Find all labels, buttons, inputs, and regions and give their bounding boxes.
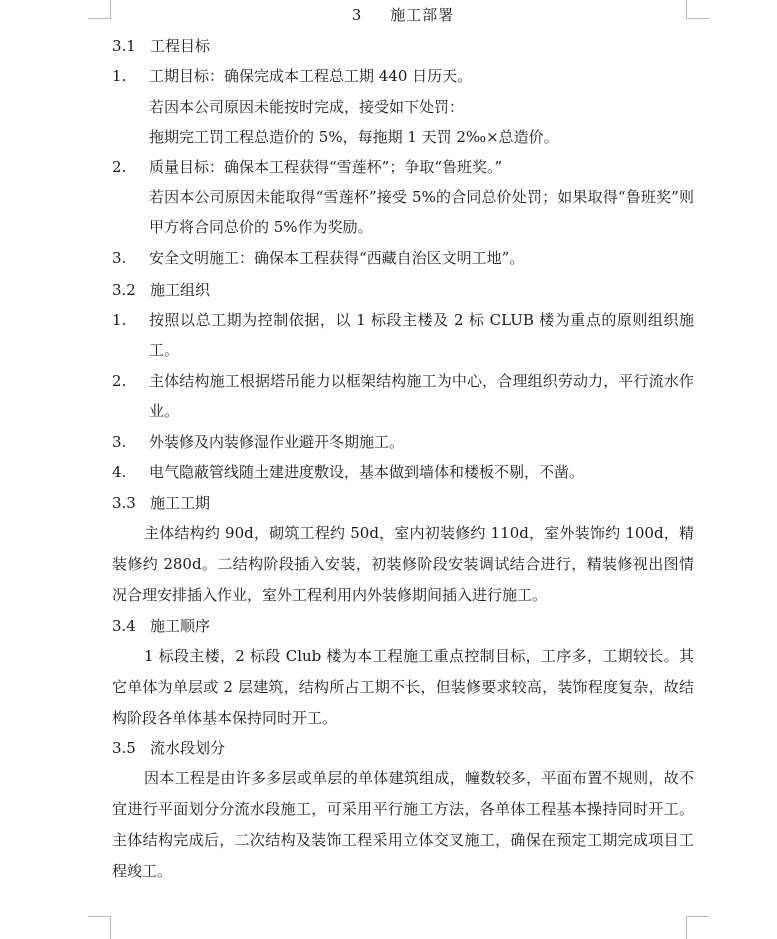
chapter-title	[112, 4, 694, 26]
section-heading-3-5: 3.5 流水段划分	[112, 739, 226, 757]
section-paragraph-3-5: 因本工程是由许多多层或单层的单体建筑组成，幢数较多，平面布置不规则，故不宜进行平面划分分流水段施工，可采用平行施工方法，各单体工程基本操持同时开工。主体结构完成后，二次结构及装饰工程采用立体交叉施工，确保在预定工期完成项目工程竣工。	[112, 769, 694, 880]
list-item-3-1-1-line-3: 拖期完工罚工程总造价的 5%，每拖期 1 天罚 2‰×总造价。	[149, 128, 559, 146]
crop-mark-bottom-left	[88, 916, 111, 939]
chapter-title-text: 施工部署	[390, 6, 455, 24]
crop-mark-bottom-right	[686, 916, 709, 939]
list-item-3-1-1-line-2: 若因本公司原因未能按时完成，接受如下处罚：	[149, 98, 465, 116]
section-heading-3-1: 3.1 工程目标	[112, 37, 211, 55]
list-item-3-1-1: 1. 工期目标：确保完成本工程总工期 440 日历天。	[112, 67, 473, 85]
list-item-3-1-2-detail: 若因本公司原因未能取得“雪莲杯”接受 5%的合同总价处罚；如果取得“鲁班奖”则甲方将合同总价的 5%作为奖励。	[149, 188, 694, 236]
crop-mark-top-left	[88, 0, 111, 19]
section-paragraph-3-3: 主体结构约 90d，砌筑工程约 50d，室内初装修约 110d，室外装饰约 100d，精装修约 280d。二结构阶段插入安装，初装修阶段安装调试结合进行，精装修视出图情况合理安排插入作业，室外工程利用内外装修期间插入进行施工。	[112, 524, 694, 604]
section-heading-3-4: 3.4 施工顺序	[112, 617, 211, 635]
list-item-3-2-3: 3. 外装修及内装修湿作业避开冬期施工。	[112, 433, 405, 451]
list-item-3-1-3: 3. 安全文明施工：确保本工程获得“西藏自治区文明工地”。	[112, 249, 525, 267]
section-paragraph-3-4: 1 标段主楼，2 标段 Club 楼为本工程施工重点控制目标，工序多，工期较长。其它单体为单层或 2 层建筑，结构所占工期不长，但装修要求较高，装饰程度复杂，故结构阶段各单体基本保持同时开工。	[112, 647, 694, 727]
list-item-3-1-2: 2. 质量目标：确保本工程获得“雪莲杯”；争取“鲁班奖。”	[112, 158, 503, 176]
list-item-3-2-1: 1. 按照以总工期为控制依据，以 1 标段主楼及 2 标 CLUB 楼为重点的原则组织施工。	[112, 311, 694, 359]
section-heading-3-3: 3.3 施工工期	[112, 494, 211, 512]
list-item-3-2-4: 4. 电气隐蔽管线随土建进度敷设，基本做到墙体和楼板不剔，不凿。	[112, 463, 585, 481]
list-item-3-2-2: 2. 主体结构施工根据塔吊能力以框架结构施工为中心，合理组织劳动力，平行流水作业。	[112, 372, 694, 420]
chapter-number: 3	[351, 6, 363, 24]
section-heading-3-2: 3.2 施工组织	[112, 281, 211, 299]
